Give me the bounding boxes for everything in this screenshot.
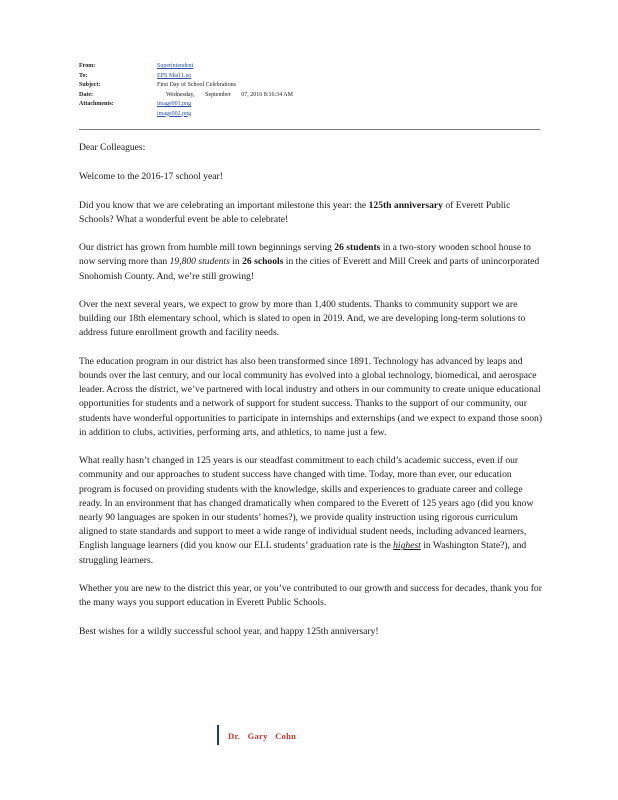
subject-label: Subject:	[79, 82, 101, 88]
welcome-line: Welcome to the 2016-17 school year!	[79, 171, 223, 183]
date-month: September	[205, 91, 231, 98]
from-row	[79, 62, 539, 72]
paragraph-anniversary: Did you know that we are celebrating an important milestone this year: the 125th anniversary of Everett Public Schools? What a wonderful event be able to celebrate!	[79, 199, 511, 225]
attachments-row	[79, 100, 539, 122]
paragraph-thanks: Whether you are new to the district this year, or you’ve contributed to our growth and success for decades, thank you for the many ways you support education in Everett Public Schools.	[79, 583, 542, 609]
subject-row	[79, 81, 539, 91]
attachments-label: Attachments:	[79, 101, 114, 107]
highest-emphasis: highest	[393, 540, 421, 552]
date-label: Date:	[79, 91, 93, 98]
attachment-link[interactable]: image002.png	[157, 110, 192, 117]
paragraph-growth: Our district has grown from humble mill town beginnings serving 26 students in a two-story wooden school house to now serving more than 19,800 students in 26 schools in the cities of Everett and Mill Creek and parts of unincorporated Snohomish County. And, we’re still growing!	[79, 242, 540, 282]
date-row	[79, 91, 539, 101]
anniversary-emphasis: 125th anniversary	[368, 199, 443, 211]
attachment-link[interactable]: image001.png	[157, 101, 192, 107]
date-rest: 07, 2016 8:16:34 AM	[241, 91, 293, 98]
letter-body	[79, 141, 543, 653]
from-link[interactable]: Superintendent	[157, 63, 194, 69]
paragraph-enrollment: Over the next several years, we expect to grow by more than 1,400 students. Thanks to community support we are building our 18th elementary school, which is slated to open in 2019. And, we are developing long-term solutions to address future enrollment growth and facility needs.	[79, 298, 526, 339]
to-label: To:	[79, 72, 88, 79]
signature-block	[217, 725, 296, 745]
signature: Dr. Gary Cohn	[228, 731, 297, 741]
students-1891-emphasis: 26 students	[334, 242, 381, 254]
date-day: Wednesday,	[166, 91, 195, 98]
to-row	[79, 72, 539, 82]
salutation: Dear Colleagues:	[79, 142, 146, 153]
students-now-emphasis: 19,800 students	[169, 256, 230, 268]
to-link[interactable]: EPS Mail List	[157, 72, 192, 79]
paragraph-commitment: What really hasn’t changed in 125 years is our steadfast commitment to each child’s academic success, even if our community and our approaches to student success have changed with time. Today, more than ever, our education program is focused on providing students with the knowledge, skills and experiences to graduate career and college ready. In an environment that has changed dramatically when compared to the Everett of 125 years ago (did you know nearly 90 languages are spoken in our students’ homes?), we provide quality instruction using rigorous curriculum aligned to state standards and support to meet a wide range of individual student needs, including advanced learners, English language learners (did you know our ELL students’ graduation rate is the highest in Washington State?), and struggling learners.	[79, 455, 534, 566]
from-label: From:	[79, 63, 96, 69]
email-header	[79, 62, 539, 122]
closing-line: Best wishes for a wildly successful school year, and happy 125th anniversary!	[79, 625, 379, 637]
schools-emphasis: 26 schools	[242, 256, 284, 268]
subject-value: First Day of School Celebrations	[157, 82, 236, 88]
paragraph-education-program: The education program in our district has also been transformed since 1891. Technology has advanced by leaps and bounds over the last century, and our local community has evolved into a global technology, biomedical, and aerospace leader. Across the district, we’ve partnered with local industry and others in our community to create unique educational opportunities for students and a network of support for student success. Thanks to the support of our community, our students have wonderful opportunities to participate in internships and externships (and we expect to expand those soon) in addition to clubs, activities, performing arts, and athletics, to name just a few.	[79, 355, 543, 438]
header-divider	[79, 129, 540, 130]
